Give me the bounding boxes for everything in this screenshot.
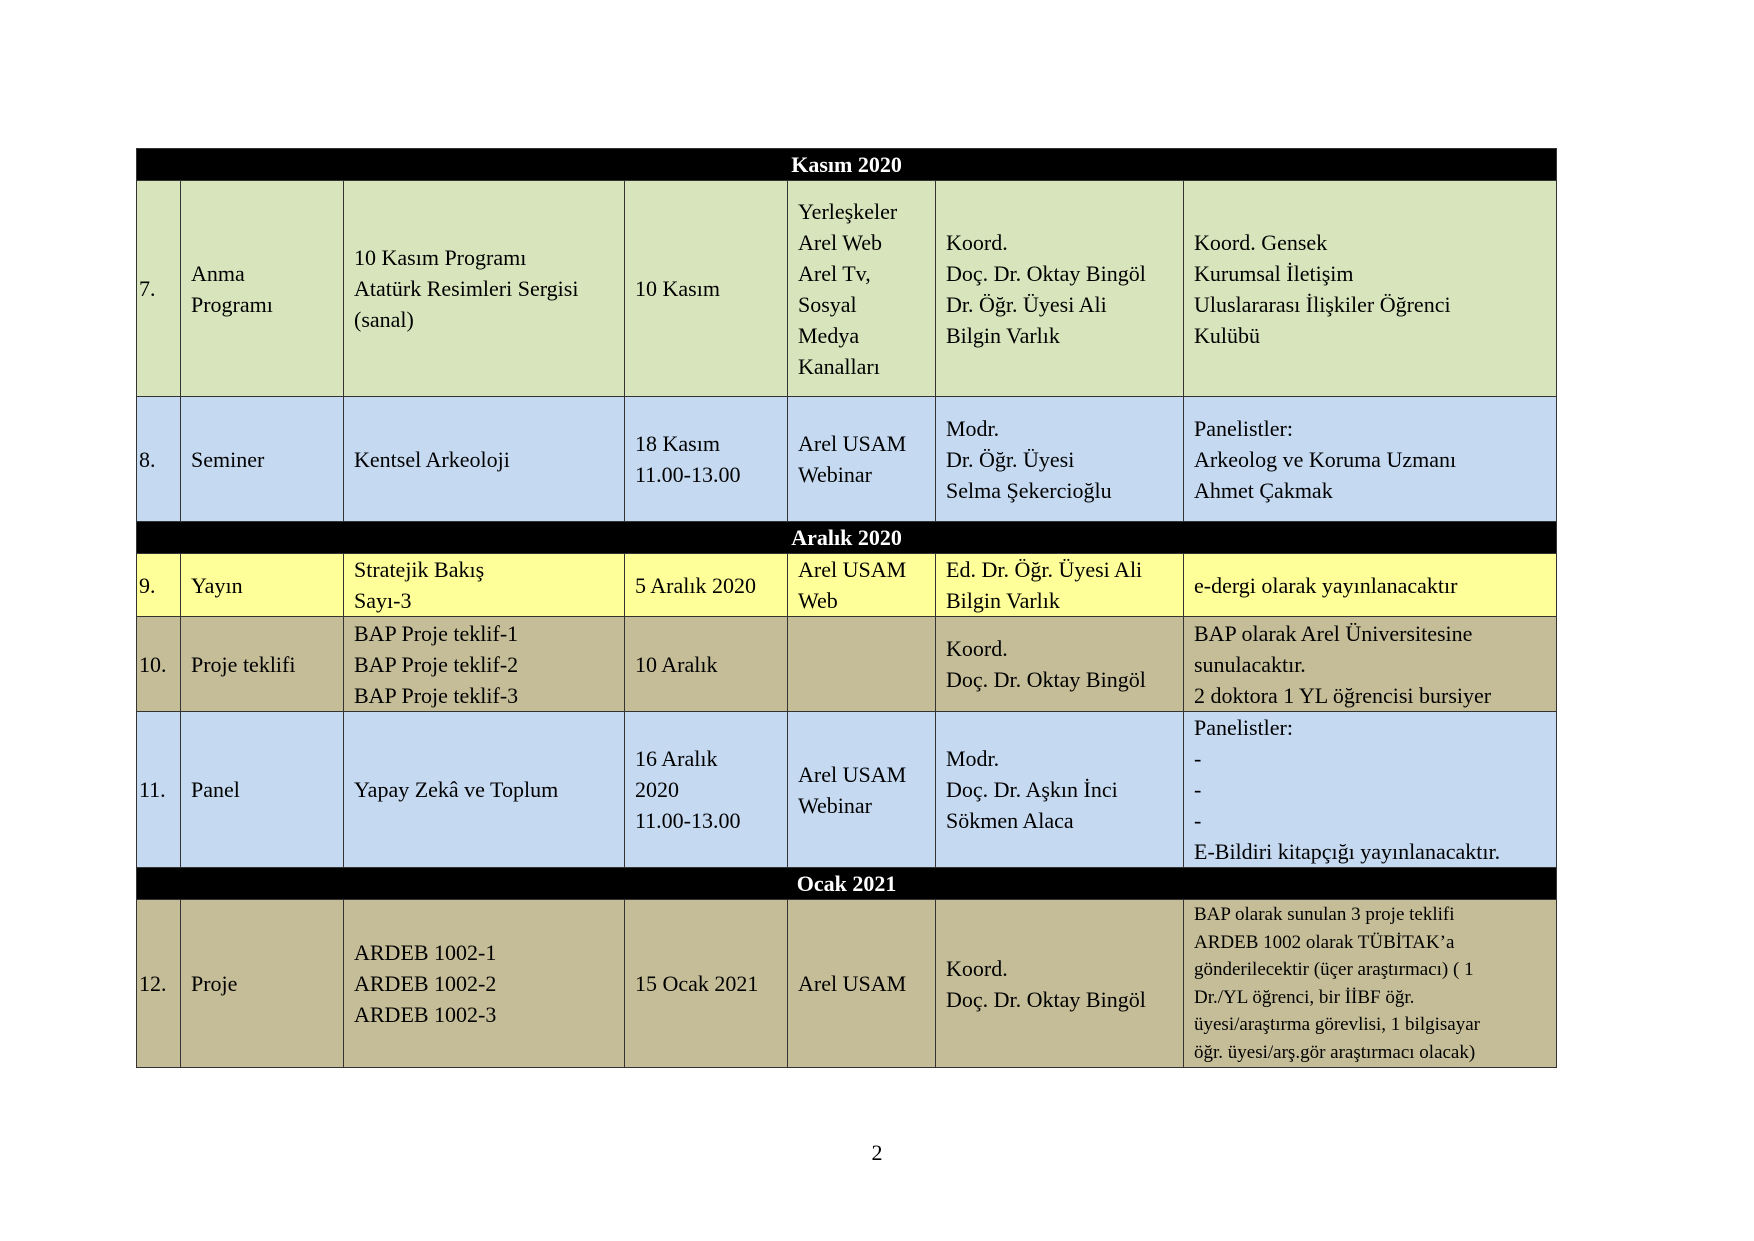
cell-line: Kulübü — [1194, 322, 1260, 348]
cell-line: Arel USAM — [798, 761, 907, 787]
cell-line: 10 Kasım Programı — [354, 245, 527, 270]
cell-line: Modr. — [946, 415, 1000, 441]
cell-line: Panelistler: — [1194, 715, 1293, 740]
cell-line: 10 Aralık — [635, 651, 718, 677]
event-type-cell — [181, 397, 344, 522]
cell-line: 2020 — [635, 777, 679, 802]
row-number-cell: 12. — [137, 900, 181, 1068]
cell-line: - — [1194, 746, 1202, 771]
row-number-cell: 10. — [137, 617, 181, 712]
cell-line: ARDEB 1002-3 — [354, 1002, 497, 1027]
event-title-cell — [344, 397, 625, 522]
row-number-cell: 9. — [137, 554, 181, 617]
row-number-cell: 7. — [137, 181, 181, 397]
cell-line: Uluslararası İlişkiler Öğrenci — [1194, 291, 1451, 317]
cell-line: Proje teklifi — [191, 651, 296, 677]
table-row — [137, 554, 1557, 617]
event-title-cell — [344, 554, 625, 617]
cell-line: Medya — [798, 322, 860, 348]
cell-line: Dr. Öğr. Üyesi — [946, 446, 1075, 472]
cell-line: Bilgin Varlık — [946, 322, 1060, 348]
cell-line: Arkeolog ve Koruma Uzmanı — [1194, 446, 1457, 472]
cell-line: e-dergi olarak yayınlanacaktır — [1194, 572, 1458, 598]
table-row — [137, 712, 1557, 868]
cell-line: Anma — [191, 260, 245, 286]
event-venue-cell — [788, 397, 936, 522]
cell-line: Koord. — [946, 636, 1008, 661]
event-type-cell — [181, 712, 344, 868]
cell-line: Koord. — [946, 229, 1008, 255]
section-title: Kasım 2020 — [137, 149, 1557, 181]
page-number: 2 — [871, 1140, 883, 1165]
notes-cell — [1184, 397, 1557, 522]
responsible-cell — [936, 617, 1184, 712]
cell-line: üyesi/araştırma görevlisi, 1 bilgisayar — [1194, 1014, 1480, 1035]
notes-cell — [1184, 712, 1557, 868]
cell-line: - — [1194, 808, 1202, 833]
cell-line: Arel USAM — [798, 557, 907, 582]
notes-cell — [1184, 181, 1557, 397]
responsible-cell — [936, 900, 1184, 1068]
cell-line: Arel USAM — [798, 431, 907, 456]
cell-line: Doç. Dr. Oktay Bingöl — [946, 986, 1146, 1012]
cell-line: Koord. — [946, 955, 1008, 981]
event-type-cell — [181, 617, 344, 712]
cell-line: Arel Tv, — [798, 260, 871, 286]
cell-line: Stratejik Bakış — [354, 557, 485, 582]
cell-line: BAP Proje teklif-1 — [354, 620, 519, 646]
section-title: Aralık 2020 — [137, 522, 1557, 554]
cell-line: Kurumsal İletişim — [1194, 260, 1354, 286]
cell-line: Kentsel Arkeoloji — [354, 446, 510, 472]
cell-line: 11.00-13.00 — [635, 462, 741, 487]
cell-line: 15 Ocak 2021 — [635, 971, 759, 996]
cell-line: Proje — [191, 971, 238, 996]
notes-cell — [1184, 617, 1557, 712]
event-date-cell — [625, 712, 788, 868]
cell-line: Seminer — [191, 446, 265, 472]
cell-line: Bilgin Varlık — [946, 588, 1060, 613]
cell-line: Panelistler: — [1194, 415, 1293, 441]
cell-line: Webinar — [798, 462, 872, 487]
cell-line: Yerleşkeler — [798, 198, 898, 224]
cell-line: Dr./YL öğrenci, bir İİBF öğr. — [1194, 986, 1415, 1008]
section-header-aralik — [137, 522, 1557, 554]
event-title-cell — [344, 181, 625, 397]
event-venue-cell — [788, 900, 936, 1068]
cell-line: BAP Proje teklif-2 — [354, 651, 519, 677]
cell-line: Yapay Zekâ ve Toplum — [354, 777, 559, 802]
cell-line: Doç. Dr. Aşkın İnci — [946, 777, 1118, 802]
responsible-cell — [936, 712, 1184, 868]
cell-line: Programı — [191, 291, 273, 317]
cell-line: Modr. — [946, 746, 1000, 771]
cell-line: BAP olarak Arel Üniversitesine — [1194, 620, 1473, 646]
cell-line: Atatürk Resimleri Sergisi — [354, 276, 579, 301]
table-row — [137, 397, 1557, 522]
table-row — [137, 900, 1557, 1068]
cell-line: ARDEB 1002 olarak TÜBİTAK’a — [1194, 931, 1455, 953]
cell-line: Sayı-3 — [354, 588, 412, 613]
cell-line: Arel Web — [798, 229, 882, 255]
event-date-cell — [625, 554, 788, 617]
cell-line: Yayın — [191, 572, 243, 598]
notes-cell — [1184, 554, 1557, 617]
cell-line: Dr. Öğr. Üyesi Ali — [946, 291, 1107, 317]
cell-line: Ahmet Çakmak — [1194, 477, 1333, 503]
event-venue-cell — [788, 554, 936, 617]
cell-line: 16 Aralık — [635, 746, 718, 771]
event-date-cell — [625, 397, 788, 522]
cell-line: Doç. Dr. Oktay Bingöl — [946, 667, 1146, 692]
event-title-cell — [344, 617, 625, 712]
cell-line: 11.00-13.00 — [635, 808, 741, 833]
event-type-cell — [181, 181, 344, 397]
cell-line: BAP olarak sunulan 3 proje teklifi — [1194, 904, 1455, 925]
section-header-kasim — [137, 149, 1557, 181]
row-number-cell: 8. — [137, 397, 181, 522]
cell-line: (sanal) — [354, 307, 414, 332]
cell-line: Panel — [191, 777, 240, 802]
responsible-cell — [936, 181, 1184, 397]
cell-line: Sökmen Alaca — [946, 808, 1074, 833]
event-type-cell — [181, 554, 344, 617]
event-title-cell — [344, 712, 625, 868]
event-date-cell — [625, 900, 788, 1068]
notes-cell — [1184, 900, 1557, 1068]
responsible-cell — [936, 554, 1184, 617]
cell-line: Web — [798, 588, 838, 613]
event-venue-cell — [788, 617, 936, 712]
cell-line: - — [1194, 777, 1202, 802]
section-title: Ocak 2021 — [137, 868, 1557, 900]
event-venue-cell — [788, 181, 936, 397]
cell-line: Sosyal — [798, 291, 857, 317]
cell-line: sunulacaktır. — [1194, 651, 1306, 677]
event-type-cell — [181, 900, 344, 1068]
section-header-ocak — [137, 868, 1557, 900]
cell-line: Arel USAM — [798, 971, 907, 996]
cell-line: E-Bildiri kitapçığı yayınlanacaktır. — [1194, 839, 1501, 864]
event-schedule-table — [136, 148, 1557, 1068]
cell-line: öğr. üyesi/arş.gör araştırmacı olacak) — [1194, 1041, 1476, 1063]
cell-line: gönderilecektir (üçer araştırmacı) ( 1 — [1194, 959, 1474, 980]
cell-line: 2 doktora 1 YL öğrencisi bursiyer — [1194, 682, 1492, 708]
cell-line: 10 Kasım — [635, 276, 720, 301]
cell-line: Ed. Dr. Öğr. Üyesi Ali — [946, 557, 1143, 582]
event-date-cell — [625, 181, 788, 397]
cell-line: Kanalları — [798, 353, 880, 379]
event-venue-cell — [788, 712, 936, 868]
cell-line: 18 Kasım — [635, 431, 720, 456]
cell-line: BAP Proje teklif-3 — [354, 682, 519, 708]
table-row — [137, 181, 1557, 397]
cell-line: ARDEB 1002-1 — [354, 940, 497, 965]
cell-line: Doç. Dr. Oktay Bingöl — [946, 260, 1146, 286]
cell-line: ARDEB 1002-2 — [354, 971, 497, 996]
event-title-cell — [344, 900, 625, 1068]
cell-line: Selma Şekercioğlu — [946, 477, 1112, 503]
table-row — [137, 617, 1557, 712]
cell-line: Webinar — [798, 792, 872, 818]
responsible-cell — [936, 397, 1184, 522]
cell-line: 5 Aralık 2020 — [635, 572, 756, 598]
event-date-cell — [625, 617, 788, 712]
cell-line: Koord. Gensek — [1194, 229, 1328, 255]
row-number-cell: 11. — [137, 712, 181, 868]
